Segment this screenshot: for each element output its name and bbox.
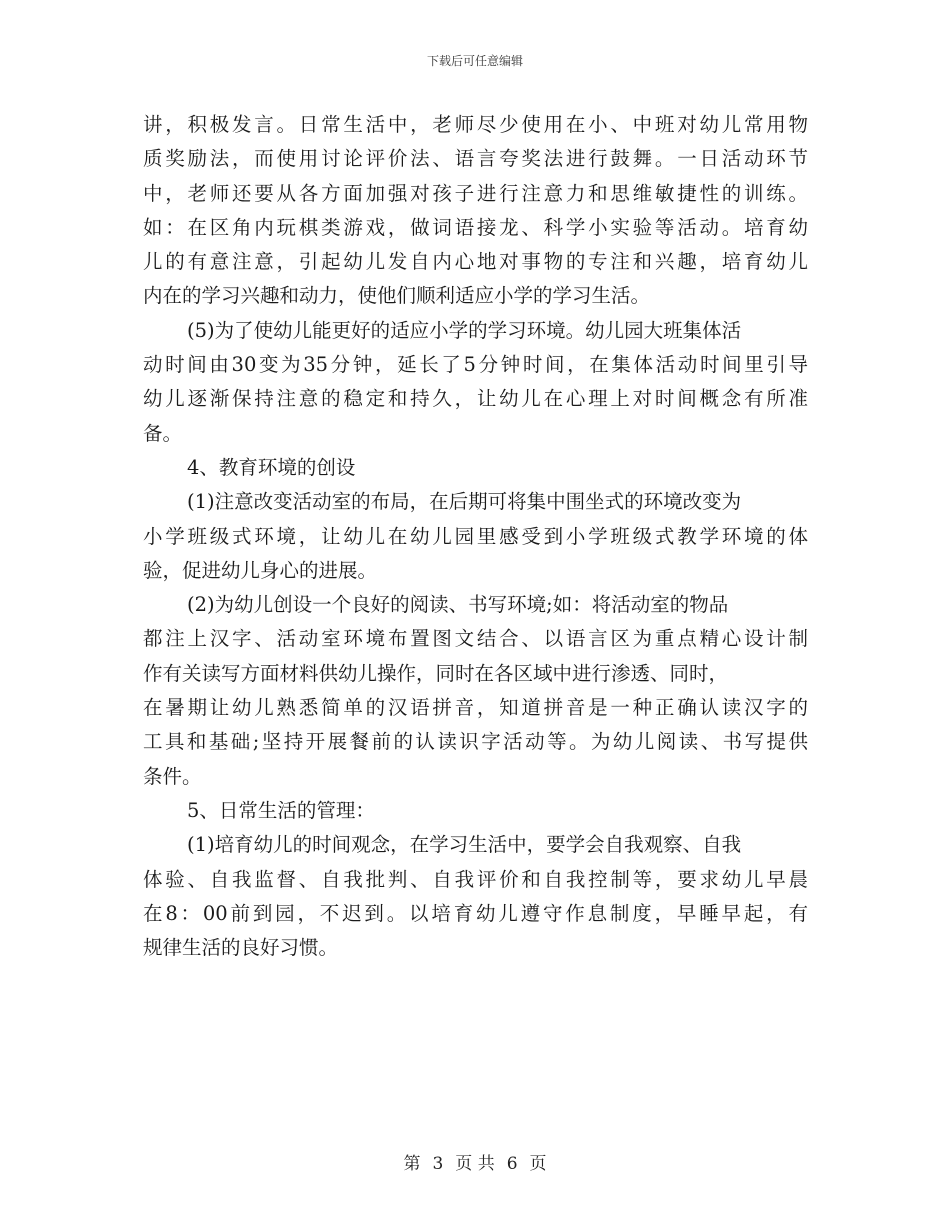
text-line: 5、日常生活的管理： bbox=[187, 798, 375, 822]
text-line: 都注上汉字、活动室环境布置图文结合、以语言区为重点精心设计制 bbox=[143, 627, 808, 651]
text-line: 作有关读写方面材料供幼儿操作，同时在各区域中进行渗透、同时， bbox=[143, 661, 729, 685]
text-line: 质奖励法，而使用讨论评价法、语言夸奖法进行鼓舞。一日活动环节 bbox=[143, 147, 808, 171]
footer-middle: 页 共 bbox=[455, 1154, 495, 1174]
text-line: 小学班级式环境，让幼儿在幼儿园里感受到小学班级式教学环境的体 bbox=[143, 524, 808, 548]
paragraph bbox=[143, 108, 808, 314]
page-number: 3 bbox=[432, 1154, 444, 1174]
text-line: (1)培育幼儿的时间观念，在学习生活中，要学会自我观察、自我 bbox=[187, 833, 742, 857]
text-line: 如：在区角内玩棋类游戏，做词语接龙、科学小实验等活动。培育幼 bbox=[143, 215, 808, 239]
text-line: 在8：00前到园，不迟到。以培育幼儿遵守作息制度，早睡早起，有 bbox=[143, 901, 808, 925]
document-body bbox=[143, 108, 808, 965]
text-line: 备。 bbox=[143, 421, 183, 445]
paragraph bbox=[143, 485, 808, 588]
page-header: 下载后可任意编辑 bbox=[426, 54, 523, 68]
text-line: 规律生活的良好习惯。 bbox=[143, 936, 339, 960]
section-heading bbox=[143, 794, 808, 828]
page-footer bbox=[0, 1149, 950, 1174]
text-line: (2)为幼儿创设一个良好的阅读、书写环境;如：将活动室的物品 bbox=[187, 593, 729, 617]
text-line: 验，促进幼儿身心的进展。 bbox=[143, 558, 378, 582]
text-line: 儿的有意注意，引起幼儿发自内心地对事物的专注和兴趣，培育幼儿 bbox=[143, 250, 808, 274]
text-line: 讲，积极发言。日常生活中，老师尽少使用在小、中班对幼儿常用物 bbox=[143, 113, 808, 136]
section-heading bbox=[143, 451, 808, 485]
text-line: 4、教育环境的创设 bbox=[187, 455, 356, 479]
text-line: (1)注意改变活动室的布局，在后期可将集中围坐式的环境改变为 bbox=[187, 490, 742, 514]
text-line: 体验、自我监督、自我批判、自我评价和自我控制等，要求幼儿早晨 bbox=[143, 867, 808, 891]
paragraph bbox=[143, 828, 808, 965]
text-line: (5)为了使幼儿能更好的适应小学的学习环境。幼儿园大班集体活 bbox=[187, 318, 742, 342]
footer-prefix: 第 bbox=[403, 1154, 421, 1174]
footer-suffix: 页 bbox=[529, 1154, 547, 1174]
text-line: 动时间由30变为35分钟，延长了5分钟时间，在集体活动时间里引导 bbox=[143, 353, 808, 377]
text-line: 内在的学习兴趣和动力，使他们顺利适应小学的学习生活。 bbox=[143, 284, 651, 308]
text-line: 幼儿逐渐保持注意的稳定和持久，让幼儿在心理上对时间概念有所准 bbox=[143, 387, 808, 411]
page-total: 6 bbox=[506, 1154, 518, 1174]
text-line: 中，老师还要从各方面加强对孩子进行注意力和思维敏捷性的训练。 bbox=[143, 181, 808, 205]
text-line: 在暑期让幼儿熟悉简单的汉语拼音，知道拼音是一种正确认读汉字的 bbox=[143, 696, 808, 720]
paragraph bbox=[143, 588, 808, 794]
text-line: 条件。 bbox=[143, 764, 202, 788]
paragraph bbox=[143, 314, 808, 451]
text-line: 工具和基础;坚持开展餐前的认读识字活动等。为幼儿阅读、书写提供 bbox=[143, 730, 808, 754]
